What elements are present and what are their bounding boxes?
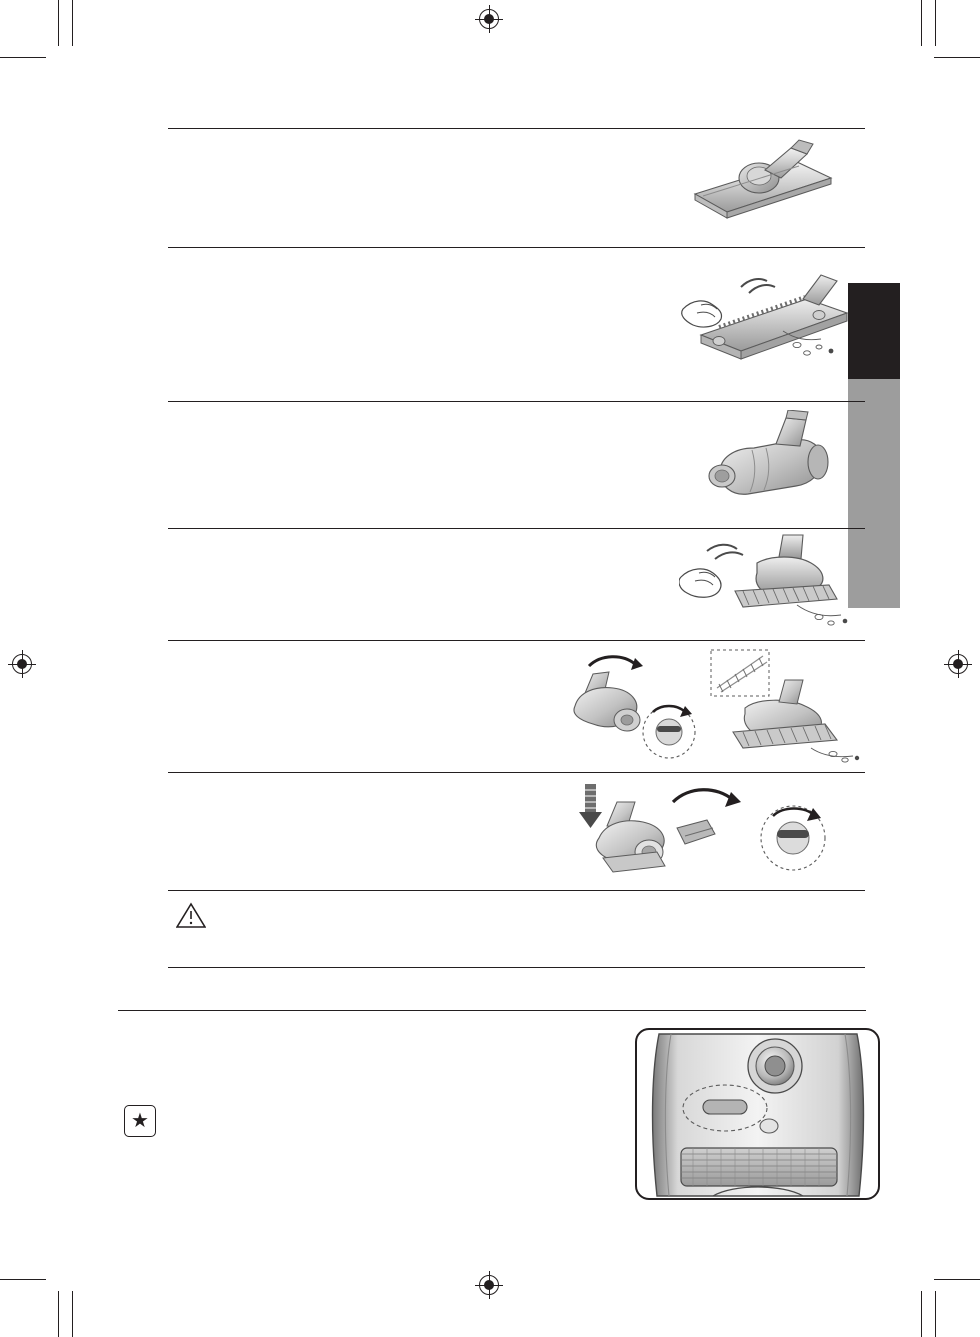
turbo-brush-cleaning-hand-icon <box>679 533 861 637</box>
table-row <box>168 128 865 247</box>
star-note-icon <box>124 1105 156 1137</box>
star-glyph: ★ <box>131 1110 149 1132</box>
crop-mark-bottom-left-vertical-2 <box>72 1291 73 1337</box>
mini-turbo-brush-close-steps-icon <box>565 776 865 888</box>
warning-triangle-icon <box>168 899 214 933</box>
table-row <box>168 528 865 640</box>
registration-mark-right <box>944 650 972 678</box>
crop-mark-bottom-left-horizontal <box>0 1279 46 1280</box>
vacuum-cleaner-body-front-with-callout <box>635 1028 880 1200</box>
registration-mark-bottom <box>475 1271 503 1299</box>
vacuum-cleaner-front-illustration <box>637 1030 878 1198</box>
warning-text <box>214 899 865 919</box>
turbo-brush-nozzle-icon <box>690 410 850 520</box>
crop-mark-bottom-right-vertical <box>921 1291 922 1337</box>
crop-mark-top-left-vertical <box>58 0 59 46</box>
mini-turbo-brush-open-steps-icon <box>565 644 865 770</box>
accessory-maintenance-table <box>168 128 865 968</box>
row-description <box>168 641 565 772</box>
table-row <box>168 640 865 772</box>
row-description <box>168 773 565 890</box>
crop-mark-top-left-horizontal <box>0 57 46 58</box>
hard-floor-nozzle-cleaning-hand-icon <box>679 269 861 381</box>
row-illustration <box>675 402 865 528</box>
row-description <box>168 129 675 247</box>
row-illustration <box>675 129 865 247</box>
table-row <box>168 401 865 528</box>
registration-mark-left <box>8 650 36 678</box>
row-description <box>168 248 675 401</box>
crop-mark-bottom-right-horizontal <box>934 1279 980 1280</box>
hard-floor-nozzle-icon <box>681 138 859 238</box>
row-illustration <box>675 529 865 640</box>
crop-mark-top-left-vertical-2 <box>72 0 73 46</box>
crop-mark-bottom-left-vertical <box>58 1291 59 1337</box>
crop-mark-top-right-vertical <box>921 0 922 46</box>
row-description <box>168 402 675 528</box>
row-illustration <box>675 248 865 401</box>
table-row <box>168 247 865 401</box>
row-illustration <box>565 641 865 772</box>
crop-mark-bottom-right-vertical-2 <box>935 1291 936 1337</box>
crop-mark-top-right-horizontal <box>934 57 980 58</box>
table-row <box>168 772 865 890</box>
table-row-warning <box>168 890 865 968</box>
crop-mark-top-right-vertical-2 <box>935 0 936 46</box>
registration-mark-top <box>475 5 503 33</box>
row-illustration <box>565 773 865 890</box>
row-description <box>168 529 675 640</box>
section-divider <box>118 1010 866 1011</box>
